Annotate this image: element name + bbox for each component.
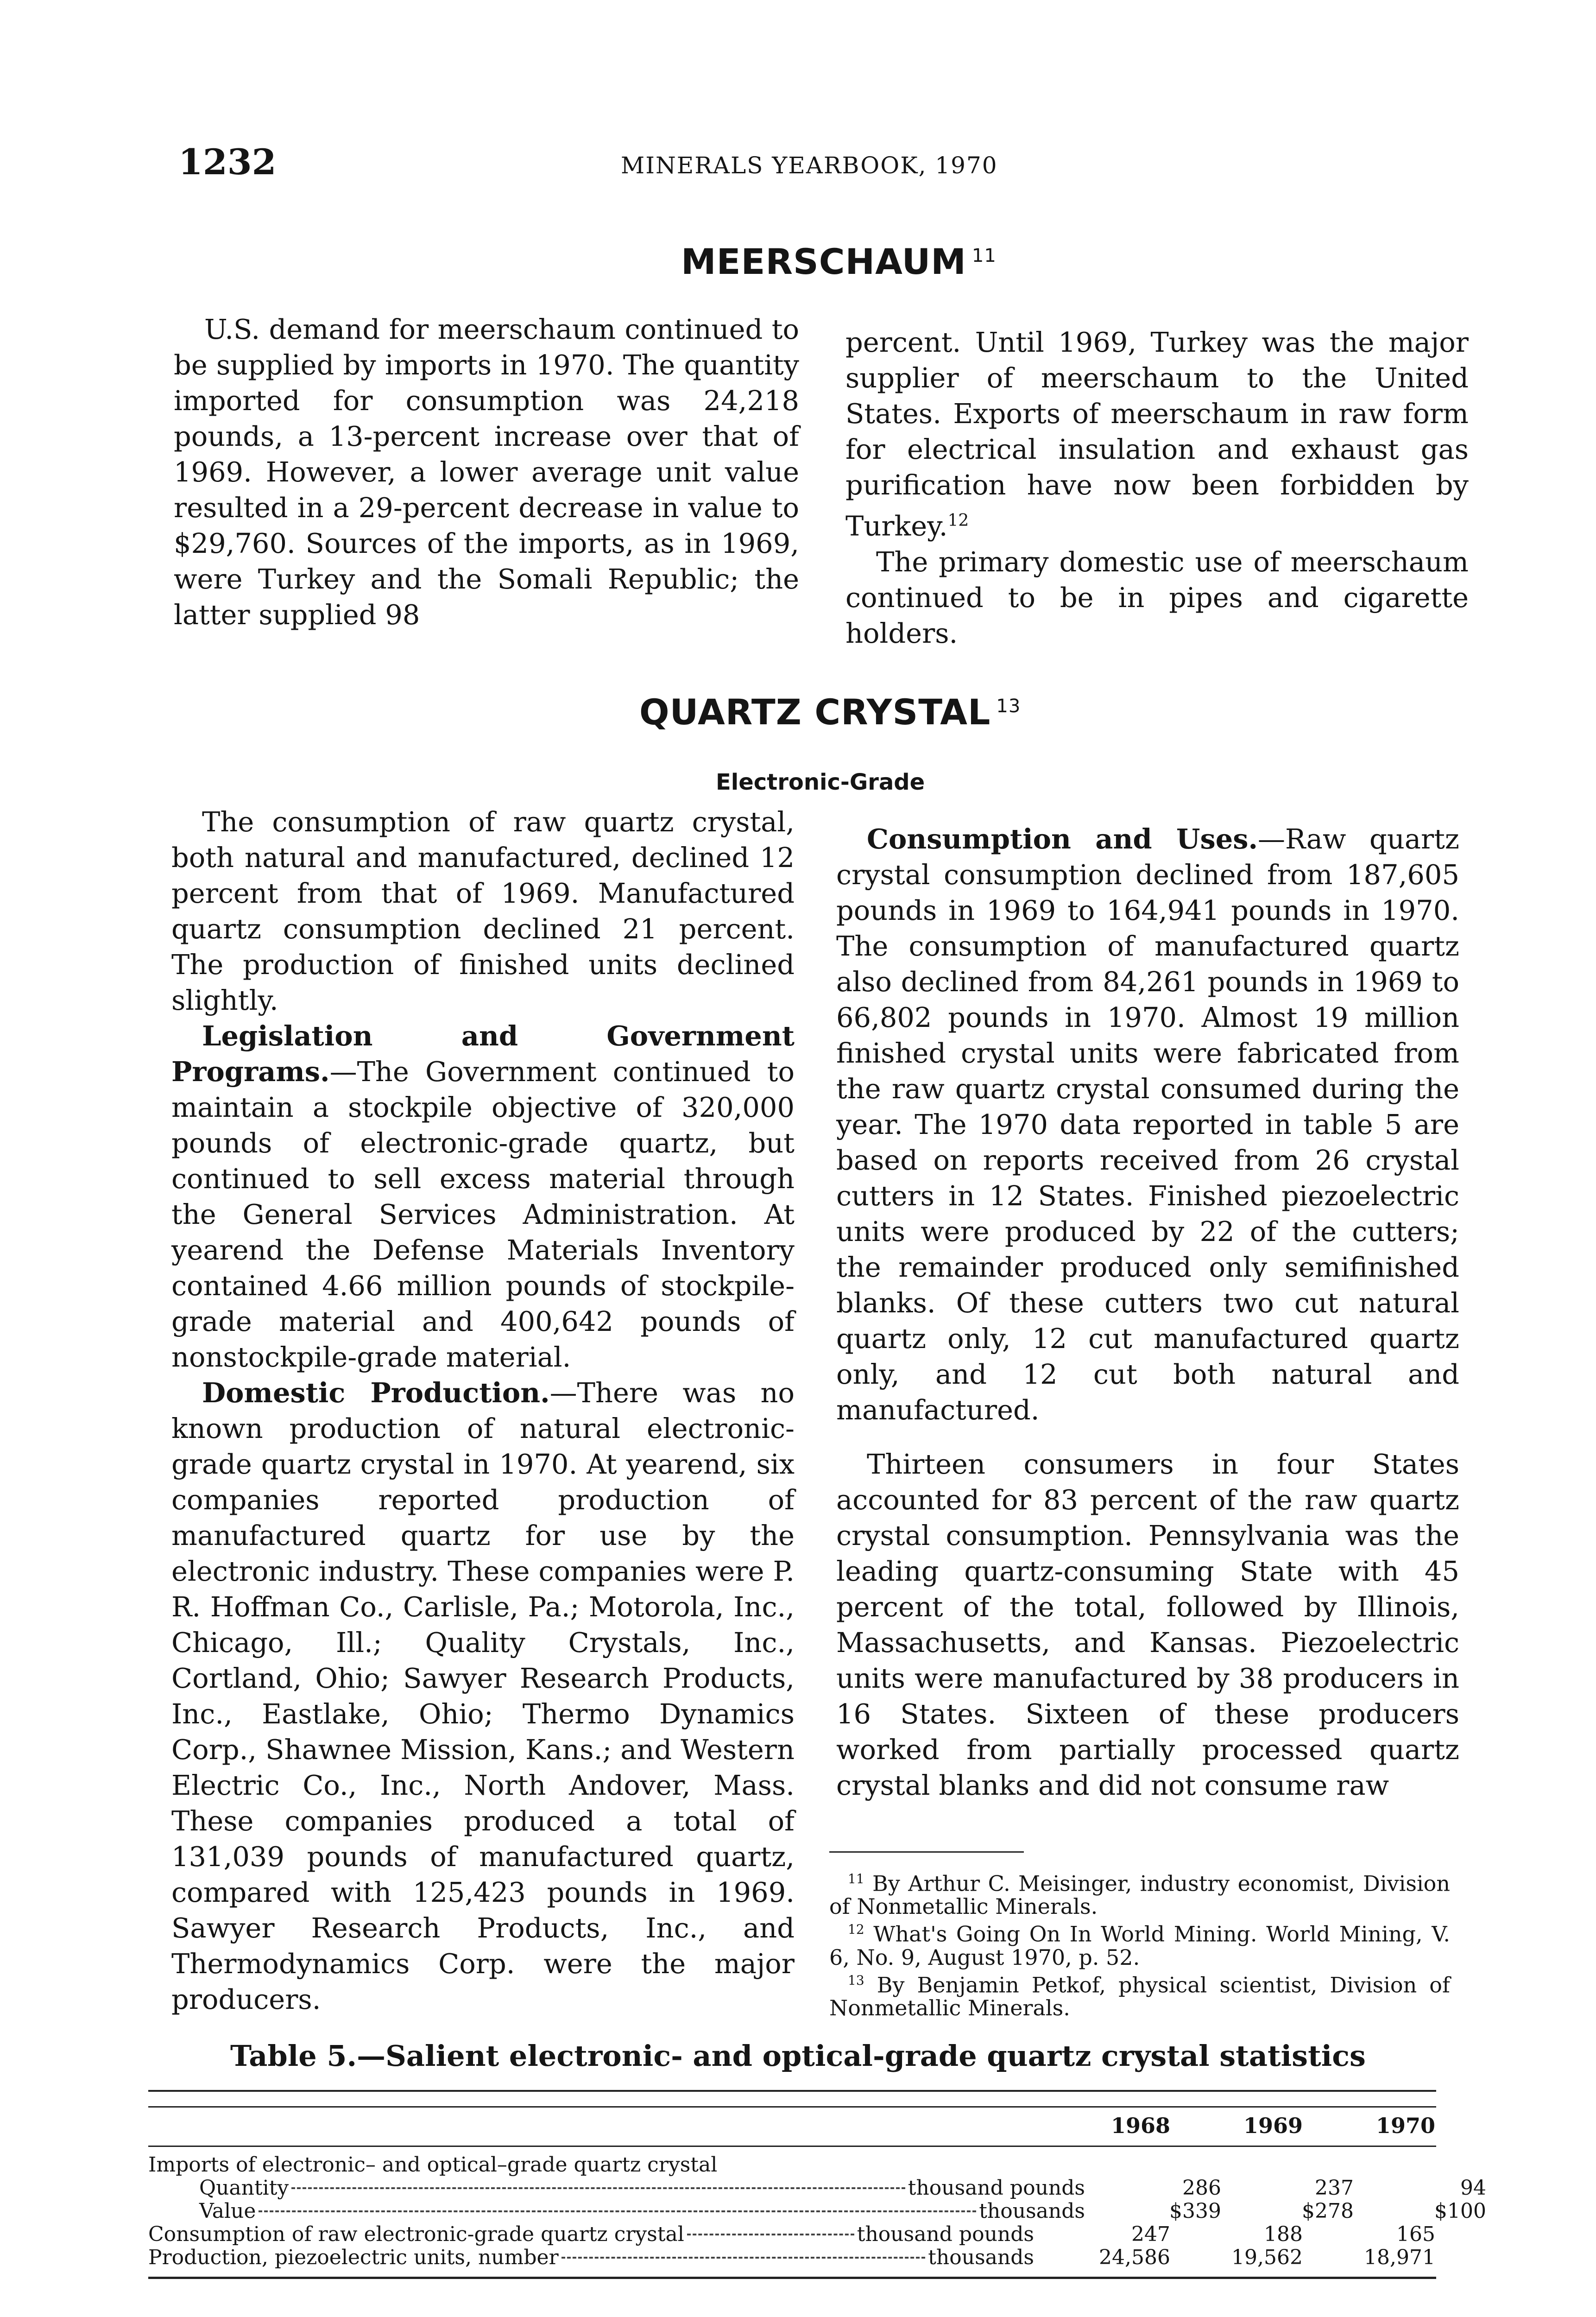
- row-unit: thousands: [979, 2200, 1085, 2223]
- dot-leader: [291, 2187, 905, 2189]
- footnote-13-text: By Benjamin Petkof, physical scientist, Division of Nonmetallic Minerals.: [829, 1972, 1450, 2020]
- quartz-right-column: [836, 821, 1459, 1803]
- table-cell: 94: [1460, 2176, 1486, 2200]
- row-label-text: Quantity: [199, 2177, 289, 2200]
- meerschaum-title-text: MEERSCHAUM: [681, 241, 966, 282]
- table-cell: $278: [1302, 2199, 1354, 2223]
- table-top-rule: [148, 2090, 1436, 2092]
- table-cell: 188: [1264, 2222, 1303, 2246]
- meerschaum-right-paragraph-1-text: percent. Until 1969, Turkey was the major supplier of meerschaum to the United States. Exports of meerschaum in raw form for electrical insulation and exhaust gas purification have now been forbidden by Turkey.: [845, 326, 1469, 542]
- legislation-text: —The Government continued to maintain a stockpile objective of 320,000 pounds of electronic-grade quartz, but continued to sell excess material through the General Services Administration. At yearend the Defense Materials Inventory contained 4.66 million pounds of stockpile-grade material and 400,642 pounds of nonstockpile-grade material.: [171, 1056, 795, 1373]
- table-header-row: [148, 2109, 1436, 2142]
- column-header-1969: 1969: [1243, 2113, 1303, 2138]
- row-unit: thousands: [928, 2246, 1034, 2269]
- quartz-subtitle: Electronic-Grade: [716, 769, 925, 795]
- footnote-12-number: 12: [848, 1922, 864, 1937]
- table-cell: 24,586: [1099, 2246, 1170, 2269]
- dot-leader: [259, 2210, 976, 2212]
- table-group-label: Imports of electronic– and optical–grade quartz crystal: [148, 2153, 718, 2177]
- meerschaum-footnote-ref: 11: [971, 245, 997, 266]
- quartz-left-paragraph-2: [171, 1018, 795, 1375]
- table-group-row: [148, 2153, 1436, 2177]
- domestic-production-heading: Domestic Production.: [202, 1377, 550, 1409]
- page-number: 1232: [178, 141, 277, 183]
- column-header-1968: 1968: [1110, 2113, 1170, 2138]
- meerschaum-title: [681, 241, 997, 282]
- consumption-uses-heading: Consumption and Uses.: [867, 823, 1258, 855]
- dot-leader: [687, 2234, 854, 2235]
- quartz-left-column: [171, 804, 795, 2017]
- row-unit: thousand pounds: [908, 2177, 1085, 2200]
- row-label-text: Consumption of raw electronic-grade quartz crystal: [148, 2223, 684, 2246]
- table-cell: 286: [1182, 2176, 1221, 2200]
- column-header-1970: 1970: [1375, 2113, 1435, 2138]
- table-row: [148, 2199, 1486, 2223]
- footnotes: [829, 1868, 1450, 2019]
- footnote-11-text: By Arthur C. Meisinger, industry economist, Division of Nonmetallic Minerals.: [829, 1871, 1450, 1919]
- row-label-production: [148, 2246, 1038, 2269]
- row-label-text: Value: [199, 2200, 256, 2223]
- table-bottom-rule: [148, 2277, 1436, 2279]
- consumption-uses-text: —Raw quartz crystal consumption declined from 187,605 pounds in 1969 to 164,941 pounds in 1970. The consumption of manufactured quartz also declined from 84,261 pounds in 1969 to 66,802 pounds in 1970. Almost 19 million finished crystal units were fabricated from the raw quartz crystal consumed during the year. The 1970 data reported in table 5 are based on reports received from 26 crystal cutters in 12 States. Finished piezoelectric units were produced by 22 of the cutters; the remainder produced only semifinished blanks. Of these cutters two cut natural quartz only, 12 cut manufactured quartz only, and 12 cut both natural and manufactured.: [836, 823, 1459, 1426]
- footnote-divider: [829, 1851, 1024, 1853]
- salient-statistics-table: [148, 2109, 1486, 2279]
- quartz-right-paragraph-1: [836, 821, 1459, 1428]
- quartz-left-paragraph-1: The consumption of raw quartz crystal, both natural and manufactured, declined 12 percent from that of 1969. Manufactured quartz consumption declined 21 percent. The production of finished units declined slightly.: [171, 806, 795, 1016]
- table-cell: $339: [1169, 2199, 1221, 2223]
- footnote-12: [829, 1918, 1450, 1969]
- row-label-value: [148, 2200, 1089, 2223]
- table-row: [148, 2176, 1486, 2200]
- table-cell: 19,562: [1231, 2246, 1303, 2269]
- table-row: [148, 2246, 1436, 2269]
- table-header-rule: [148, 2146, 1436, 2147]
- meerschaum-right-paragraph-2: The primary domestic use of meerschaum continued to be in pipes and cigarette holders.: [845, 545, 1469, 649]
- meerschaum-right-paragraph-1: [845, 324, 1469, 544]
- row-label-consumption: [148, 2223, 1038, 2246]
- quartz-footnote-ref: 13: [996, 695, 1021, 717]
- quartz-left-paragraph-3: [171, 1375, 795, 2017]
- table-cell: 165: [1396, 2222, 1435, 2246]
- quartz-title-text: QUARTZ CRYSTAL: [639, 691, 991, 733]
- table-cell: $100: [1434, 2199, 1486, 2223]
- table-group-label-cell: [148, 2153, 1038, 2177]
- footnote-13: [829, 1969, 1450, 2019]
- row-label-quantity: [148, 2177, 1089, 2200]
- meerschaum-left-paragraph: U.S. demand for meerschaum continued to be supplied by imports in 1970. The quantity imported for consumption was 24,218 pounds, a 13-percent increase over that of 1969. However, a lower average unit value resulted in a 29-percent decrease in value to $29,760. Sources of the imports, as in 1969, were Turkey and the Somali Republic; the latter supplied 98: [174, 313, 799, 631]
- row-unit: thousand pounds: [857, 2223, 1034, 2246]
- running-head: MINERALS YEARBOOK, 1970: [621, 152, 998, 179]
- footnote-11: [829, 1868, 1450, 1918]
- domestic-production-text: —There was no known production of natural electronic-grade quartz crystal in 1970. At yearend, six companies reported production of manufactured quartz for use by the electronic industry. These companies were P. R. Hoffman Co., Carlisle, Pa.; Motorola, Inc., Chicago, Ill.; Quality Crystals, Inc., Cortland, Ohio; Sawyer Research Products, Inc., Eastlake, Ohio; Thermo Dynamics Corp., Shawnee Mission, Kans.; and Western Electric Co., Inc., North Andover, Mass. These companies produced a total of 131,039 pounds of manufactured quartz, compared with 125,423 pounds in 1969. Sawyer Research Products, Inc., and Thermodynamics Corp. were the major producers.: [171, 1377, 795, 2015]
- quartz-right-paragraph-2: Thirteen consumers in four States accounted for 83 percent of the raw quartz crystal consumption. Pennsylvania was the leading quartz-consuming State with 45 percent of the total, followed by Illinois, Massachusetts, and Kansas. Piezoelectric units were manufactured by 38 producers in 16 States. Sixteen of these producers worked from partially processed quartz crystal blanks and did not consume raw: [836, 1448, 1459, 1801]
- footnote-12-text: What's Going On In World Mining. World Mining, V. 6, No. 9, August 1970, p. 52.: [829, 1921, 1450, 1970]
- dot-leader: [561, 2257, 926, 2259]
- table-row: [148, 2223, 1436, 2246]
- quartz-title: [639, 691, 1021, 733]
- table-cell: 237: [1315, 2176, 1354, 2200]
- footnote-11-number: 11: [848, 1871, 864, 1887]
- row-label-text: Production, piezoelectric units, number: [148, 2246, 559, 2269]
- meerschaum-left-column: [174, 311, 799, 633]
- footnote-13-number: 13: [848, 1972, 864, 1988]
- footnote-ref-12: 12: [947, 511, 969, 530]
- table-cell: 18,971: [1364, 2246, 1435, 2269]
- legislation-heading: Legislation and Government Programs.: [171, 1020, 795, 1088]
- table-title: Table 5.—Salient electronic- and optical-grade quartz crystal statistics: [230, 2039, 1366, 2073]
- meerschaum-right-column: [845, 324, 1469, 651]
- table-cell: 247: [1131, 2222, 1170, 2246]
- table-top-rule-2: [148, 2106, 1436, 2108]
